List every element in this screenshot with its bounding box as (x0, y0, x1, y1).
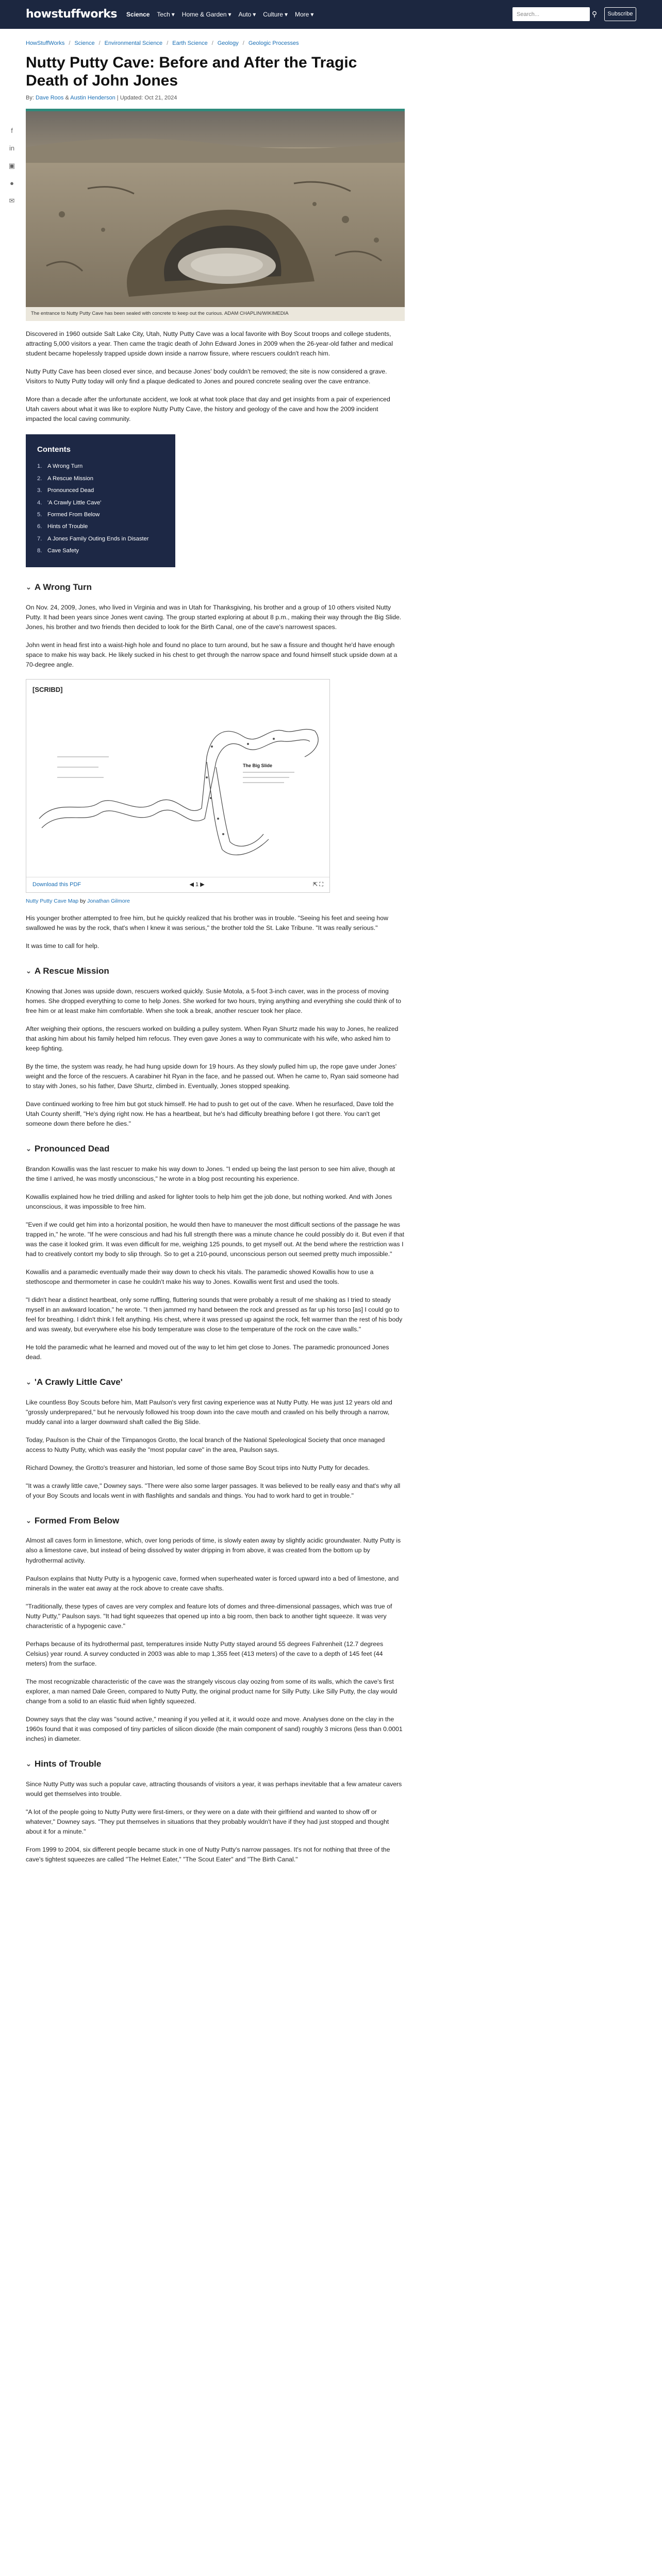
section-paragraph: "It was a crawly little cave," Downey says. "There were also some larger passages. It was believed to be really easy and that's why all of your Boy Scouts and locals went in with flashlights and sandals and things. You had to work hard to get in trouble." (26, 1482, 401, 1500)
byline-prefix: By: (26, 95, 34, 101)
breadcrumb-item[interactable]: Science (74, 40, 95, 46)
section-paragraph: Today, Paulson is the Chair of the Timpanogos Grotto, the local branch of the National Speleological Society that once managed access to Nutty Putty, which was easily the "most popular cave" in the area, Paulson says. (26, 1436, 385, 1453)
updated-date: Updated: Oct 21, 2024 (120, 95, 177, 101)
caption-text: The entrance to Nutty Putty Cave has been sealed with concrete to keep out the curious. (31, 311, 223, 317)
intro-paragraph: Discovered in 1960 outside Salt Lake City, Utah, Nutty Putty Cave was a local favorite with Boy Scout troops and college students, attracting 5,000 visitors a year. Then came the tragic death of John Edward Jones in 2009 when the 26-year-old father and medical student became hopelessly trapped upside down inside a narrow fissure, where rescuers couldn't reach him. (26, 330, 393, 357)
section-paragraph: The most recognizable characteristic of the cave was the strangely viscous clay oozing from some of its walls, which the cave's first explorer, a man named Dale Green, compared to Nutty Putty, the original product name for Silly Putty. Like Silly Putty, the clay would change from a solid to an elastic fluid when lightly squeezed. (26, 1677, 398, 1705)
section-paragraph: By the time, the system was ready, he had hung upside down for 19 hours. As they slowly pulled him up, the rope gave under Jones' weight and the force of the rescuers. A carabiner hit Ryan in the face, and he passed out. When he came to, Ryan said someone had to stay with Jones, so his father, Dave Shurtz, climbed in. Eventually, Jones stopped speaking. (26, 1062, 399, 1090)
embedded-document[interactable] (26, 679, 330, 893)
chevron-down-icon: ⌄ (26, 1145, 31, 1153)
main-nav (126, 10, 313, 20)
download-pdf-link[interactable]: Download this PDF (32, 881, 81, 888)
site-logo[interactable]: howstuffworks (26, 7, 118, 21)
section-paragraph: Kowallis and a paramedic eventually made their way down to check his vitals. The paramedic showed Kowallis how to use a stethoscope and thermometer in case he couldn't make his way to Jones. Kowallis went first and used the tools. (26, 1268, 374, 1286)
document-title-link[interactable]: Nutty Putty Cave Map (26, 897, 79, 904)
breadcrumb (26, 39, 662, 48)
scribd-label: [SCRIBD] (32, 685, 63, 693)
section-paragraph: Brandon Kowallis was the last rescuer to make his way down to Jones. "I ended up being the last person to see him alive, though at the time I arrived, he was mostly unconscious," he wrote in a blog post recounting his experience. (26, 1165, 395, 1182)
chevron-down-icon: ⌄ (26, 967, 31, 975)
top-nav-bar (0, 0, 662, 29)
author-link[interactable]: Dave Roos (35, 95, 64, 101)
search-input[interactable]: Search... (512, 7, 590, 21)
map-label: The Big Slide (243, 762, 273, 768)
email-icon[interactable]: ✉ (9, 197, 15, 205)
share-icon[interactable]: ⇱ ⛶ (313, 881, 323, 888)
nav-culture[interactable]: Culture ▾ (263, 10, 288, 20)
section-paragraph: "I didn't hear a distinct heartbeat, only some ruffling, fluttering sounds that were probably a result of me shaking as I tried to steady myself in an awkward location," he wrote. "I then jammed my hand between the rock and pressed as far up his torso [as] I could go to feel for breathing. I didn't think I felt anything. His chest, where it was pressed up against the rock, felt warmer than the rest of his body and was sweaty, but everywhere else his body temperature was close to the temperature of the rock on the cave walls." (26, 1296, 403, 1333)
cave-entrance-photo (26, 111, 405, 307)
toc-item[interactable]: 2. A Rescue Mission (37, 475, 93, 482)
breadcrumb-item[interactable]: HowStuffWorks (26, 40, 65, 46)
search-icon[interactable]: ⚲ (591, 10, 598, 18)
section-paragraph: Paulson explains that Nutty Putty is a hypogenic cave, formed when superheated water is forced upward into a bed of limestone, and minerals in the water eat away at the rock above to create cave shafts. (26, 1574, 399, 1592)
toc-item[interactable]: 8. Cave Safety (37, 547, 79, 554)
toc-item[interactable]: 3. Pronounced Dead (37, 487, 94, 494)
nav-more[interactable]: More ▾ (295, 10, 313, 20)
cave-map (26, 695, 329, 875)
nav-auto[interactable]: Auto ▾ (239, 10, 256, 20)
chevron-down-icon: ⌄ (26, 1760, 31, 1768)
toc-item[interactable]: 5. Formed From Below (37, 511, 100, 518)
breadcrumb-item[interactable]: Environmental Science (104, 40, 163, 46)
section-paragraph: "A lot of the people going to Nutty Putty were first-timers, or they were on a date with their girlfriend and wanted to show off or whatever," Downey says. "They put themselves in situations that they probably wouldn't have if they had just stopped and thought about it for a minute." (26, 1808, 389, 1835)
toc-title: Contents (37, 445, 71, 454)
section-paragraph: After weighing their options, the rescuers worked on building a pulley system. When Ryan Shurtz made his way to Jones, he realized that asking him about his family helped him refocus. They even gave Jones a way to communicate with his wife, who asked him to keep fighting. (26, 1025, 399, 1052)
section-heading[interactable]: ⌄ A Rescue Mission (26, 966, 109, 976)
document-caption: Nutty Putty Cave Map by Jonathan Gilmore (26, 897, 130, 904)
chevron-down-icon: ▾ (284, 10, 288, 18)
section-paragraph: Knowing that Jones was upside down, rescuers worked quickly. Susie Motola, a 5-foot 3-inch caver, was in the process of moving homes. She dropped everything to come to help Jones. She worked for two hours, trying anything and everything she could think of to free him or at least make him comfortable. When she took a break, another rescuer took her place. (26, 987, 401, 1014)
section-paragraph: Dave continued working to free him but got stuck himself. He had to push to get out of the cave. When he resurfaced, Dave told the Utah County sheriff, "He's dying right now. He has a heartbeat, but he's had difficulty breathing before I got there. You can't get someone down there before he dies." (26, 1100, 394, 1128)
toc-item[interactable]: 4. 'A Crawly Little Cave' (37, 499, 102, 506)
toc-item[interactable]: 6. Hints of Trouble (37, 523, 88, 530)
facebook-icon[interactable]: f (11, 127, 13, 134)
page-title: Nutty Putty Cave: Before and After the Tragic Death of John Jones (26, 54, 357, 89)
chevron-down-icon: ▾ (253, 10, 256, 18)
nav-home-garden[interactable]: Home & Garden ▾ (182, 10, 231, 20)
byline-divider: | (117, 95, 119, 101)
section-heading[interactable]: ⌄ 'A Crawly Little Cave' (26, 1377, 123, 1387)
byline-and: & (65, 95, 69, 101)
section-paragraph: John went in head first into a waist-high hole and found no place to turn around, but he saw a fissure and thought he'd have enough space to make his way back. He likely sucked in his chest to get through the narrow space and found himself stuck upside down at a 70-degree angle. (26, 641, 398, 668)
section-paragraph: Downey says that the clay was "sound active," meaning if you yelled at it, it would ooze and move. Analyses done on the clay in the 1960s found that it was composed of tiny particles of silicon dioxide (the main component of sand) roughly 3 microns (less than 0.0001 inches) in diameter. (26, 1716, 403, 1743)
document-author-link[interactable]: Jonathan Gilmore (87, 897, 130, 904)
section-heading[interactable]: ⌄ Formed From Below (26, 1516, 120, 1526)
document-toolbar (26, 877, 329, 892)
article-body (26, 329, 405, 1865)
chevron-down-icon: ⌄ (26, 583, 31, 591)
chevron-down-icon: ▾ (310, 10, 314, 18)
section-paragraph: "Even if we could get him into a horizontal position, he would then have to maneuver the most difficult sections of the passage he was trapped in," he wrote. "If he were conscious and had his full strength there was a minute chance he could possibly do it. But even if that was the case it looked grim. It was even difficult for me, weighing 125 pounds, to get myself out. At the bend where the restriction was I had to creatively contort my body to slip through. So to get a 210-pound, unconscious person out seemed pretty much impossible." (26, 1221, 404, 1258)
section-paragraph: Since Nutty Putty was such a popular cave, attracting thousands of visitors a year, it was perhaps inevitable that a few amateur cavers would get themselves into trouble. (26, 1780, 402, 1798)
intro-paragraph: Nutty Putty Cave has been closed ever since, and because Jones' body couldn't be removed; the site is now considered a grave. Visitors to Nutty Putty today will only find a plaque dedicated to Jones and poured concrete sealing over the cave entrance. (26, 367, 387, 385)
section-paragraph: Perhaps because of its hydrothermal past, temperatures inside Nutty Putty stayed around 55 degrees Fahrenheit (12.7 degrees Celsius) year round. A survey conducted in 2003 was able to map 1,355 feet (413 meters) of the cave to a depth of 145 feet (44 meters) from the surface. (26, 1640, 384, 1667)
section-paragraph: It was time to call for help. (26, 942, 100, 950)
section-paragraph: Almost all caves form in limestone, which, over long periods of time, is slowly eaten away by slightly acidic groundwater. Nutty Putty is also a limestone cave, but instead of being dissolved by water dripping in from above, it was created from the bottom up by hydrothermal activity. (26, 1537, 401, 1564)
breadcrumb-separator: / (98, 40, 101, 46)
photo-credit: ADAM CHAPLIN/WIKIMEDIA (224, 311, 289, 317)
section-heading[interactable]: ⌄ A Wrong Turn (26, 582, 92, 592)
author-link[interactable]: Austin Henderson (70, 95, 115, 101)
toc-item[interactable]: 1. A Wrong Turn (37, 463, 83, 470)
linkedin-icon[interactable]: in (9, 144, 15, 152)
section-paragraph: Kowallis explained how he tried drilling and asked for lighter tools to help him get the job done, but nothing worked. And with Jones unconscious, it was impossible to free him. (26, 1193, 392, 1210)
section-paragraph: From 1999 to 2004, six different people became stuck in one of Nutty Putty's narrow passages. It's not for nothing that three of the cave's tightest squeezes are called "The Helmet Eater," "The Scout Eater" and "The Birth Canal." (26, 1845, 390, 1863)
chevron-down-icon: ▾ (171, 10, 175, 18)
chevron-down-icon: ▾ (228, 10, 231, 18)
flipboard-icon[interactable]: ▣ (8, 162, 15, 170)
breadcrumb-separator: / (242, 40, 244, 46)
nav-science[interactable]: Science (126, 10, 150, 18)
chevron-down-icon: ⌄ (26, 1378, 31, 1386)
table-of-contents (26, 434, 175, 567)
section-heading[interactable]: ⌄ Hints of Trouble (26, 1759, 102, 1769)
hero-caption (26, 307, 405, 321)
chevron-down-icon: ⌄ (26, 1517, 31, 1525)
breadcrumb-separator: / (211, 40, 213, 46)
breadcrumb-separator: / (167, 40, 169, 46)
reddit-icon[interactable]: ● (10, 179, 14, 187)
section-heading[interactable]: ⌄ Pronounced Dead (26, 1144, 110, 1154)
section-paragraph: His younger brother attempted to free him, but he quickly realized that his brother was in trouble. "Seeing his feet and seeing how swallowed he was by the rock, that's when I knew it was serious," the brother told the St. Lake Tribune. "It was really serious." (26, 914, 388, 932)
share-bar (7, 126, 16, 206)
section-paragraph: On Nov. 24, 2009, Jones, who lived in Virginia and was in Utah for Thanksgiving, his brother and a group of 10 others visited Nutty Putty. It had been years since Jones went caving. The group started exploring at about 8 p.m., making their way through the Big Slide. Jones, his brother and two friends then decided to look for the Birth Canal, one of the cave's narrowest spaces. (26, 603, 402, 631)
breadcrumb-item[interactable]: Geology (217, 40, 239, 46)
intro-paragraph: More than a decade after the unfortunate accident, we look at what took place that day and get insights from a pair of experienced Utah cavers about what it was like to explore Nutty Putty Cave, the history and geology of the cave and how the 2009 incident impacted the local caving community. (26, 396, 390, 423)
byline (26, 94, 662, 103)
page-indicator: ◀ 1 ▶ (189, 881, 205, 888)
toc-item[interactable]: 7. A Jones Family Outing Ends in Disaster (37, 535, 149, 542)
nav-tech[interactable]: Tech ▾ (157, 10, 174, 20)
section-paragraph: Richard Downey, the Grotto's treasurer and historian, led some of those same Boy Scout trips into Nutty Putty for decades. (26, 1464, 370, 1471)
section-paragraph: "Traditionally, these types of caves are very complex and feature lots of domes and three-dimensional passages, which was true of Nutty Putty," Paulson says. "It had tight squeezes that opened up into a big room, then back to another tight squeeze. It was very characteristic of a hypogenic cave." (26, 1602, 392, 1630)
breadcrumb-separator: / (69, 40, 71, 46)
hero-image (26, 111, 405, 307)
section-paragraph: Like countless Boy Scouts before him, Matt Paulson's very first caving experience was at Nutty Putty. He was just 12 years old and "grossly underprepared," but he nervously followed his troop down into the cave mouth and crawled on his belly through a narrow, muddy canal into a larger downward shaft called the Big Slide. (26, 1398, 392, 1426)
subscribe-button[interactable]: Subscribe (604, 7, 636, 21)
breadcrumb-item[interactable]: Geologic Processes (248, 40, 299, 46)
section-paragraph: He told the paramedic what he learned and moved out of the way to let him get close to Jones. The paramedic pronounced Jones dead. (26, 1344, 389, 1361)
breadcrumb-item[interactable]: Earth Science (172, 40, 208, 46)
